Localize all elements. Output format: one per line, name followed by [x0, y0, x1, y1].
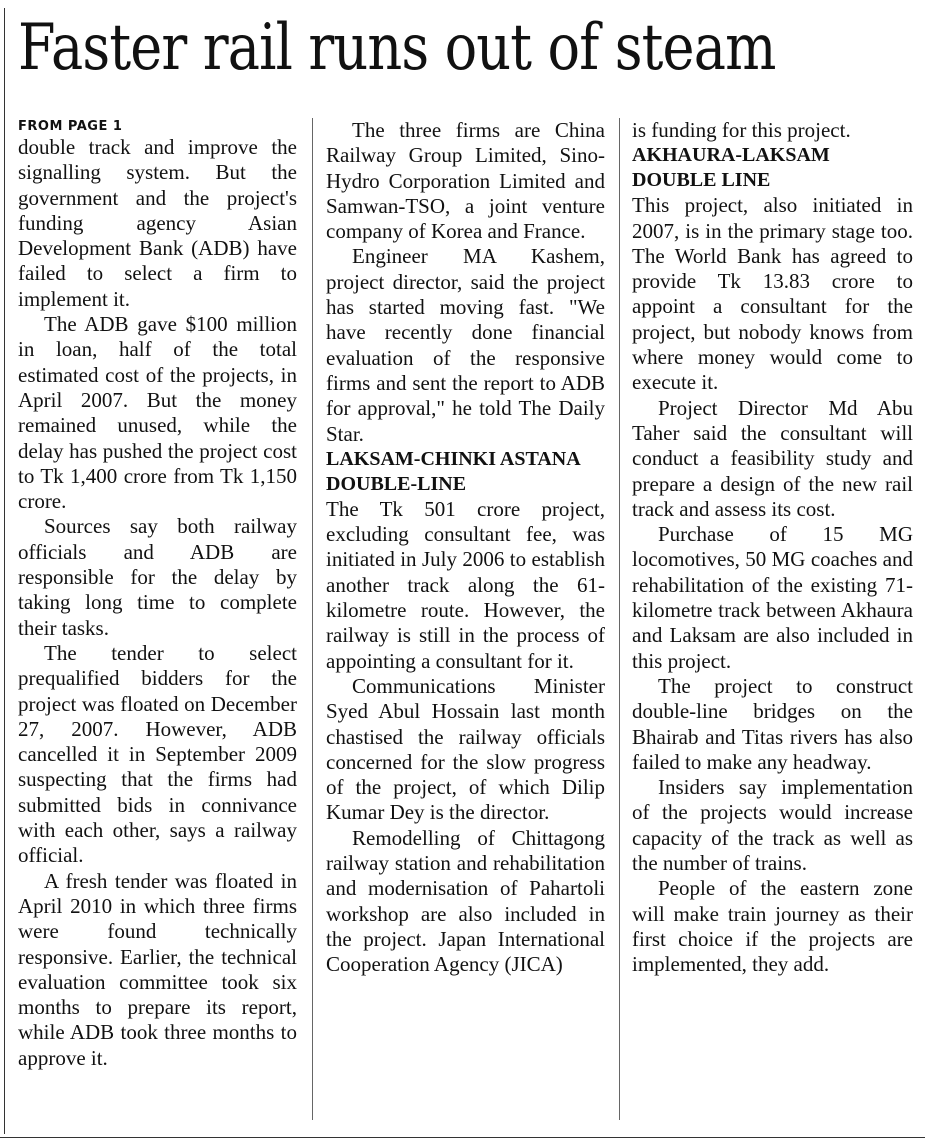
paragraph: double track and improve the signalling system. But the government and the project's funding agency Asian Development Bank (ADB) have failed to select a firm to implement it. [18, 135, 297, 311]
article-column-2 [326, 118, 605, 1124]
headline: Faster rail runs out of steam [18, 11, 776, 85]
article-column-3 [632, 118, 913, 1124]
paragraph: is funding for this project. [632, 118, 851, 142]
subheading-akhaura-laksam: AKHAURA-LAKSAM DOUBLE LINE [632, 144, 830, 192]
paragraph: Sources say both railway officials and ADB are responsible for the delay by taking long time to complete their tasks. [18, 514, 297, 640]
subheading-laksam-chinki: LAKSAM-CHINKI ASTANA DOUBLE-LINE [326, 447, 580, 495]
paragraph: Purchase of 15 MG locomotives, 50 MG coaches and rehabilitation of the existing 71-kilometre track between Akhaura and Laksam are also included in this project. [632, 522, 913, 673]
left-border-rule [4, 8, 5, 1134]
paragraph: Remodelling of Chittagong railway station and rehabilitation and modernisation of Pahartoli workshop are also included in the project. Japan International Cooperation Agency (JICA) [326, 825, 605, 977]
paragraph: The tender to select prequalified bidders for the project was floated on December 27, 2007. However, ADB cancelled it in September 2009 suspecting that the firms had submitted bids in connivance with each other, says a railway official. [18, 640, 297, 868]
paragraph: The Tk 501 crore project, excluding consultant fee, was initiated in July 2006 to establish another track along the 61-kilometre route. However, the railway is still in the process of appointing a consultant for it. [326, 496, 605, 673]
paragraph: A fresh tender was floated in April 2010 in which three firms were found technically responsive. Earlier, the technical evaluation committee took six months to prepare its report, while ADB took three months to approve it. [18, 868, 297, 1070]
from-page-kicker: FROM PAGE 1 [18, 119, 123, 134]
paragraph: Insiders say implementation of the projects would increase capacity of the track as well as the number of trains. [632, 775, 913, 876]
column-divider [619, 118, 620, 1120]
article-column-1 [18, 118, 297, 1124]
paragraph: This project, also initiated in 2007, is in the primary stage too. The World Bank has agreed to provide Tk 13.83 crore to appoint a consultant for the project, but nobody knows from where money would come to execute it. [632, 193, 913, 395]
paragraph: The ADB gave $100 million in loan, half of the total estimated cost of the projects, in April 2007. But the money remained unused, while the delay has pushed the project cost to Tk 1,400 crore from Tk 1,150 crore. [18, 312, 297, 514]
paragraph: The three firms are China Railway Group Limited, Sino-Hydro Corporation Limited and Samwan-TSO, a joint venture company of Korea and France. [326, 118, 605, 244]
paragraph: The project to construct double-line bridges on the Bhairab and Titas rivers has also failed to make any headway. [632, 673, 913, 774]
paragraph: Engineer MA Kashem, project director, said the project has started moving fast. "We have recently done financial evaluation of the responsive firms and sent the report to ADB for approval," he told The Daily Star. [326, 244, 605, 446]
paragraph: Communications Minister Syed Abul Hossain last month chastised the railway officials concerned for the slow progress of the project, of which Dilip Kumar Dey is the director. [326, 673, 605, 825]
paragraph: Project Director Md Abu Taher said the consultant will conduct a feasibility study and prepare a design of the new rail track and assess its cost. [632, 395, 913, 521]
bottom-rule [0, 1137, 925, 1138]
paragraph: People of the eastern zone will make train journey as their first choice if the projects are implemented, they add. [632, 876, 913, 977]
column-divider [312, 118, 313, 1120]
